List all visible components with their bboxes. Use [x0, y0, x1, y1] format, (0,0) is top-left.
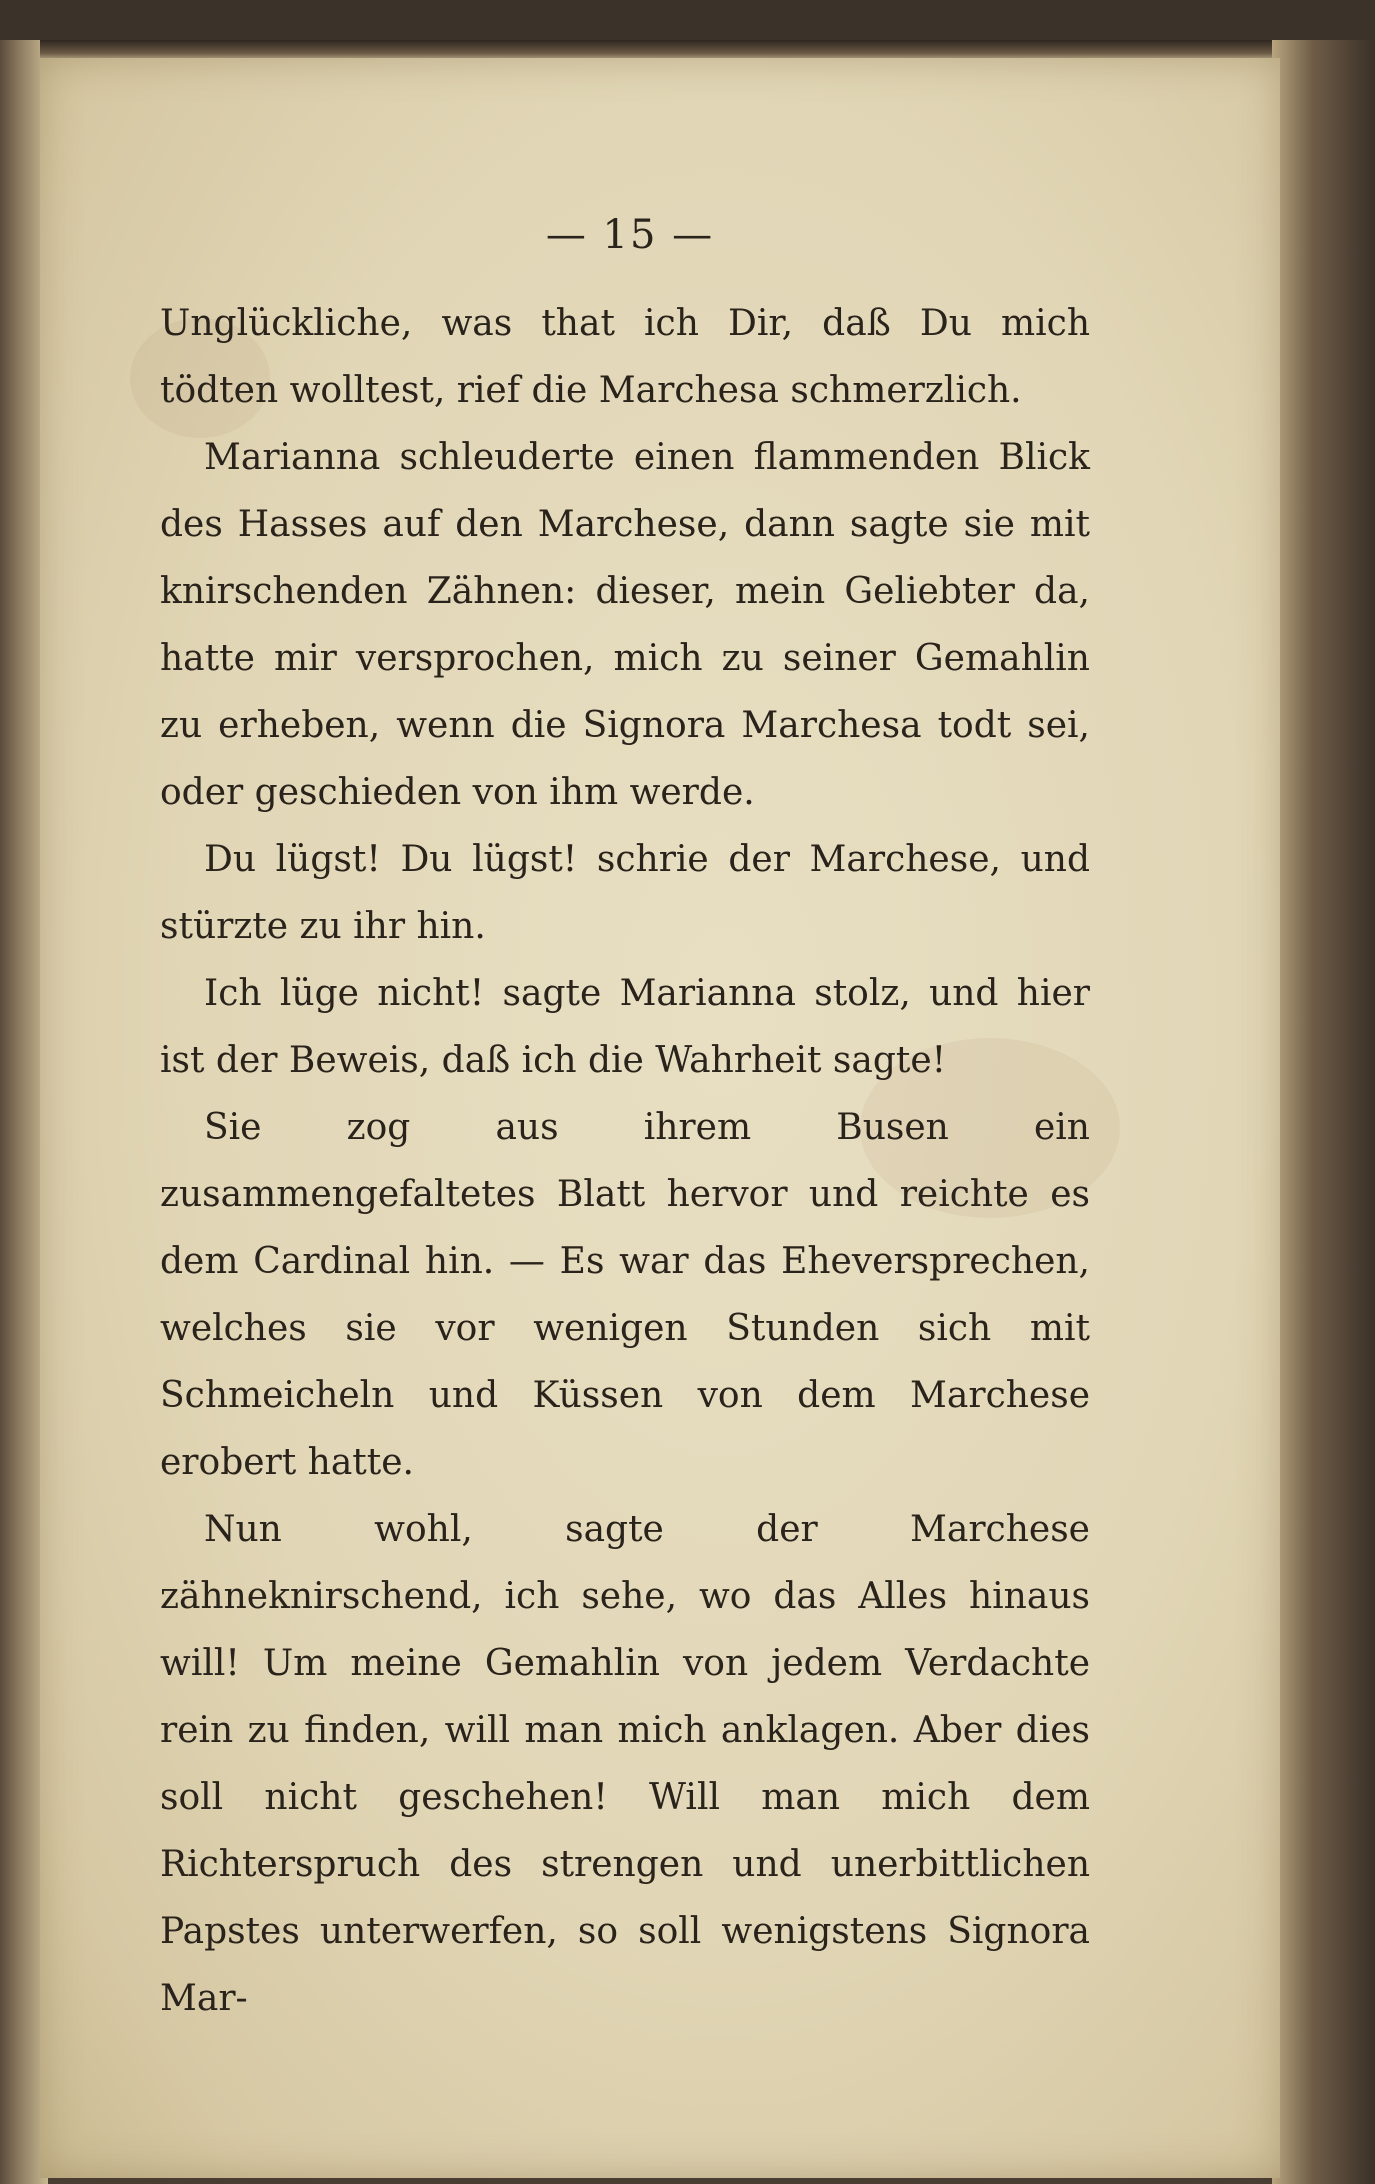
- page-number: — 15 —: [545, 212, 715, 258]
- page-right-edge: [1272, 40, 1375, 2184]
- paragraph: Ich lüge nicht! sagte Marianna stolz, und hier ist der Beweis, daß ich die Wahrheit sagte!: [160, 973, 1090, 1081]
- page-body-text: [160, 290, 1090, 2032]
- paragraph: Marianna schleuderte einen flammenden Blick des Hasses auf den Marchese, dann sagte sie mit knirschenden Zähnen: dieser, mein Geliebter da, hatte mir versprochen, mich zu seiner Gemahlin zu erheben, wenn die Signora Marchesa todt sei, oder geschieden von ihm werde.: [160, 437, 1090, 813]
- paragraph: Unglückliche, was that ich Dir, daß Du mich tödten wolltest, rief die Marchesa schmerzlich.: [160, 303, 1090, 411]
- paragraph: Du lügst! Du lügst! schrie der Marchese, und stürzte zu ihr hin.: [160, 839, 1090, 947]
- paragraph: Nun wohl, sagte der Marchese zähneknirschend, ich sehe, wo das Alles hinaus will! Um meine Gemahlin von jedem Verdachte rein zu finden, will man mich anklagen. Aber dies soll nicht geschehen! Will man mich dem Richterspruch des strengen und unerbittlichen Papstes unterwerfen, so soll wenigstens Signora Mar-: [160, 1509, 1090, 2019]
- paragraph: Sie zog aus ihrem Busen ein zusammengefaltetes Blatt hervor und reichte es dem Cardinal hin. — Es war das Eheversprechen, welches sie vor wenigen Stunden sich mit Schmeicheln und Küssen von dem Marchese erobert hatte.: [160, 1107, 1090, 1483]
